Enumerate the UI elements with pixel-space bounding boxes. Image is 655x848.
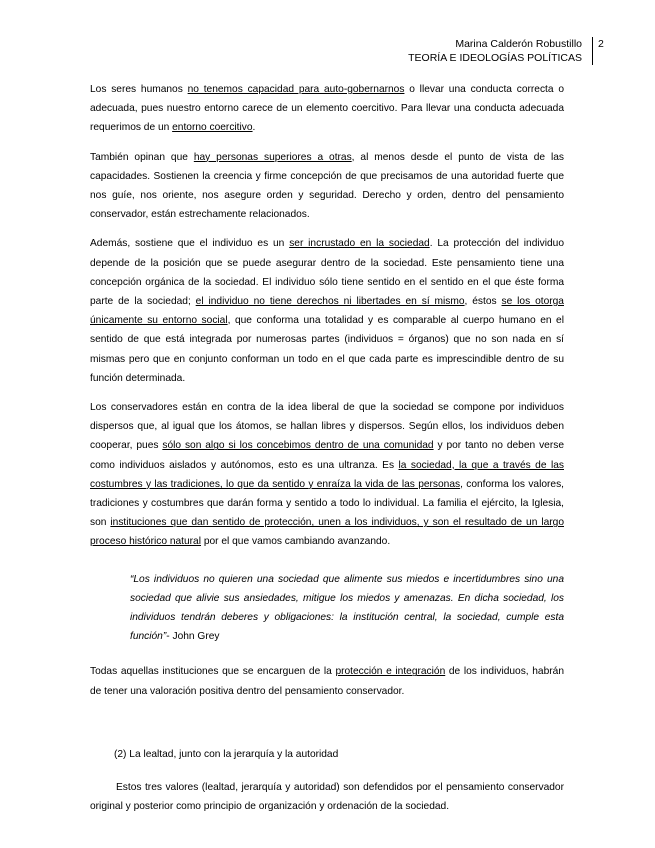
header-author: Marina Calderón Robustillo (455, 38, 582, 50)
section-heading: (2) La lealtad, junto con la jerarquía y la autoridad (114, 748, 339, 760)
spacer (90, 711, 564, 745)
underlined-phrase: no tenemos capacidad para auto-gobernarnos (187, 84, 405, 95)
underlined-phrase: sólo son algo si los concebimos dentro de una comunidad (162, 440, 434, 452)
paragraph-6: Estos tres valores (lealtad, jerarquía y autoridad) son defendidos por el pensamiento conservador original y posterior como principio de organización y ordenación de la sociedad. (90, 782, 564, 813)
paragraph-5: Todas aquellas instituciones que se encarguen de la protección e integración de los individuos, habrán de tener una valoración positiva dentro del pensamiento conservador. (90, 666, 564, 697)
underlined-phrase: hay personas superiores a otras (193, 151, 352, 163)
underlined-phrase: ser incrustado en la sociedad (289, 238, 430, 250)
paragraph-4: Los conservadores están en contra de la idea liberal de que la sociedad se compone por individuos dispersos que, al igual que los átomos, se hallan libres y dispersos. Según ellos, los individuos deben cooperar, pues sólo son algo si los concebimos dentro de una comunidad y por tanto no deben verse como individuos aislados y autónomos, esto es una ultranza. Es la sociedad, la que a través de las costumbres y las tradiciones, lo que da sentido y enraíza la vida de las personas, conforma los valores, tradiciones y costumbres que darán forma y sentido a todo lo individual. La familia el ejército, la Iglesia, son instituciones que dan sentido de protección, unen a los individuos, y son el resultado de un largo proceso histórico natural por el que vamos cambiando avanzando. (90, 402, 564, 548)
underlined-phrase: instituciones que dan sentido de protección, unen a los individuos, y son el resultado de un largo proceso histórico natural (90, 517, 564, 548)
document-body (90, 80, 564, 827)
paragraph-2: También opinan que hay personas superiores a otras, al menos desde el punto de vista de las capacidades. Sostienen la creencia y firme concepción de que precisamos de una autoridad fuerte que nos guíe, nos oriente, nos asegure orden y seguridad. Derecho y orden, dentro del pensamiento conservador, están estrechamente relacionados. (90, 151, 564, 221)
underlined-phrase: protección e integración (335, 666, 446, 678)
underlined-phrase: se los otorga únicamente su entorno social (90, 296, 564, 327)
page-number: 2 (598, 38, 604, 50)
paragraph-3: Además, sostiene que el individuo es un ser incrustado en la sociedad. La protección del individuo depende de la posición que se puede asegurar dentro de la sociedad. Este pensamiento tiene una concepción orgánica de la sociedad. El individuo sólo tiene sentido en el sentido en el que éste forma parte de la sociedad; el individuo no tiene derechos ni libertades en sí mismo, éstos se los otorga únicamente su entorno social, que conforma una totalidad y es comparable al cuerpo humano en el sentido de que está integrada por numerosas partes (individuos = órganos) que no son nada en sí mismas pero que en conjunto conforman un todo en el que cada parte es imprescindible dentro de su función determinada. (90, 238, 564, 384)
paragraph-1: Los seres humanos no tenemos capacidad para auto-gobernarnos o llevar una conducta correcta o adecuada, pues nuestro entorno carece de un elemento coercitivo. Para llevar una conducta adecuada requerimos de un entorno coercitivo. (90, 84, 564, 134)
underlined-phrase: el individuo no tiene derechos ni libertades en sí mismo (195, 296, 465, 308)
page-header (408, 37, 593, 65)
block-quote (130, 570, 564, 647)
quote-text: “Los individuos no quieren una sociedad que alimente sus miedos e incertidumbres sino una sociedad que alivie sus ansiedades, mitigue los miedos y amenazas. En dicha sociedad, los individuos tendrán deberes y obligaciones: la institución central, la sociedad, cumple esta función” (130, 573, 564, 643)
header-title: TEORÍA E IDEOLOGÍAS POLÍTICAS (408, 52, 582, 64)
underlined-phrase: la sociedad, la que a través de las costumbres y las tradiciones, lo que da sentido y enraíza la vida de las personas (90, 459, 564, 490)
underlined-phrase: entorno coercitivo (172, 122, 253, 134)
quote-author: - John Grey (166, 631, 220, 643)
